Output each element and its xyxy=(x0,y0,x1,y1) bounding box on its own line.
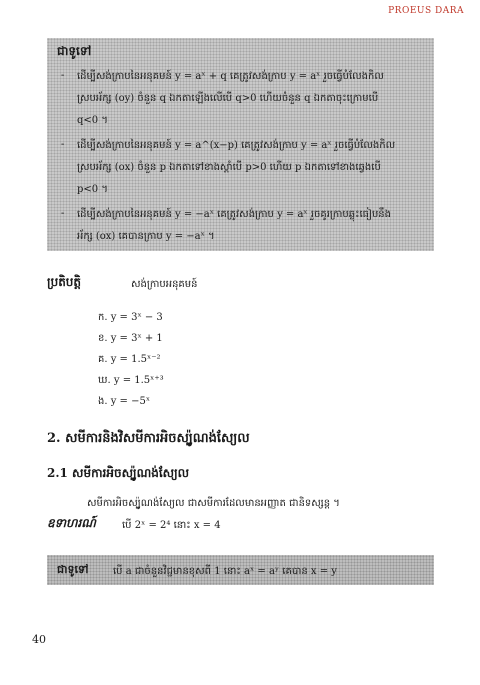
note-item-3-line2: អ័ក្ស (ox) គេបានក្រាប y = −aˣ ។ xyxy=(77,231,215,242)
exercise-item-a: ក. y = 3ˣ − 3 xyxy=(98,312,163,323)
note-item-1-line1: ដើម្បីសង់ក្រាបនៃអនុគមន៍ y = aˣ + q គេត្រូវសង់ក្រាប y = aˣ រួចធ្វើបំលែងកិល xyxy=(77,71,384,82)
exercise-item-c: គ. y = 1.5ˣ⁻² xyxy=(98,354,161,365)
definition-text: សមីការអិចស្ប៉ូណង់ស្យែល ជាសមីការដែលមានអញ្ញាត ជានិទស្សន្ត ។ xyxy=(87,498,340,509)
header-author: PROEUS DARA xyxy=(388,6,464,16)
exercise-label: ប្រតិបត្តិ xyxy=(47,275,82,289)
example-text: បើ 2ˣ = 2⁴ នោះ x = 4 xyxy=(122,520,221,531)
exercise-instruction: សង់ក្រាបអនុគមន៍ xyxy=(131,279,198,290)
exercise-item-b: ខ. y = 3ˣ + 1 xyxy=(98,333,163,344)
general-note-box xyxy=(47,38,434,251)
note-item-2-line3: p<0 ។ xyxy=(77,184,108,195)
note-item-2-line1: ដើម្បីសង់ក្រាបនៃអនុគមន៍ y = a^(x−p) គេត្រូវសង់ក្រាប y = aˣ រួចធ្វើបំលែងកិល xyxy=(77,140,396,151)
section-2-1-title: 2.1 សមីការអិចស្ប៉ូណង់ស្យែល xyxy=(47,466,190,480)
note-box-2-text: បើ a ជាចំនួនវិជ្ជមានខុសពី 1 នោះ aˣ = aʸ គេបាន x = y xyxy=(113,566,337,577)
general-note-box-2 xyxy=(47,555,434,585)
note-item-1-line3: q<0 ។ xyxy=(77,115,108,126)
section-2-title: 2. សមីការនិងវិសមីការអិចស្ប៉ូណង់ស្យែល xyxy=(47,431,250,446)
page-number: 40 xyxy=(32,633,46,646)
note-box-title: ជាទូទៅ xyxy=(57,44,92,58)
exercise-item-e: ង. y = −5ˣ xyxy=(98,396,151,407)
note-item-3-line1: ដើម្បីសង់ក្រាបនៃអនុគមន៍ y = −aˣ គេត្រូវសង់ក្រាប y = aˣ រួចគូរក្រាបឆ្លុះធៀបនឹង xyxy=(77,209,392,220)
bullet-dash: - xyxy=(61,139,65,150)
note-item-1-line2: ស្របអ័ក្ស (oy) ចំនួន q ឯកតាឡើងលើបើ q>0 ហើយចំនួន q ឯកតាចុះក្រោមបើ xyxy=(77,93,379,104)
example-label: ឧទាហរណ៍ xyxy=(47,516,96,530)
note-box-2-title: ជាទូទៅ xyxy=(57,563,89,576)
bullet-dash: - xyxy=(61,70,65,81)
exercise-item-d: ឃ. y = 1.5ˣ⁺³ xyxy=(98,375,164,386)
note-item-2-line2: ស្របអ័ក្ស (ox) ចំនួន p ឯកតាទៅខាងស្តាំបើ p>0 ហើយ p ឯកតាទៅខាងឆ្វេងបើ xyxy=(77,162,381,173)
bullet-dash: - xyxy=(61,208,65,219)
